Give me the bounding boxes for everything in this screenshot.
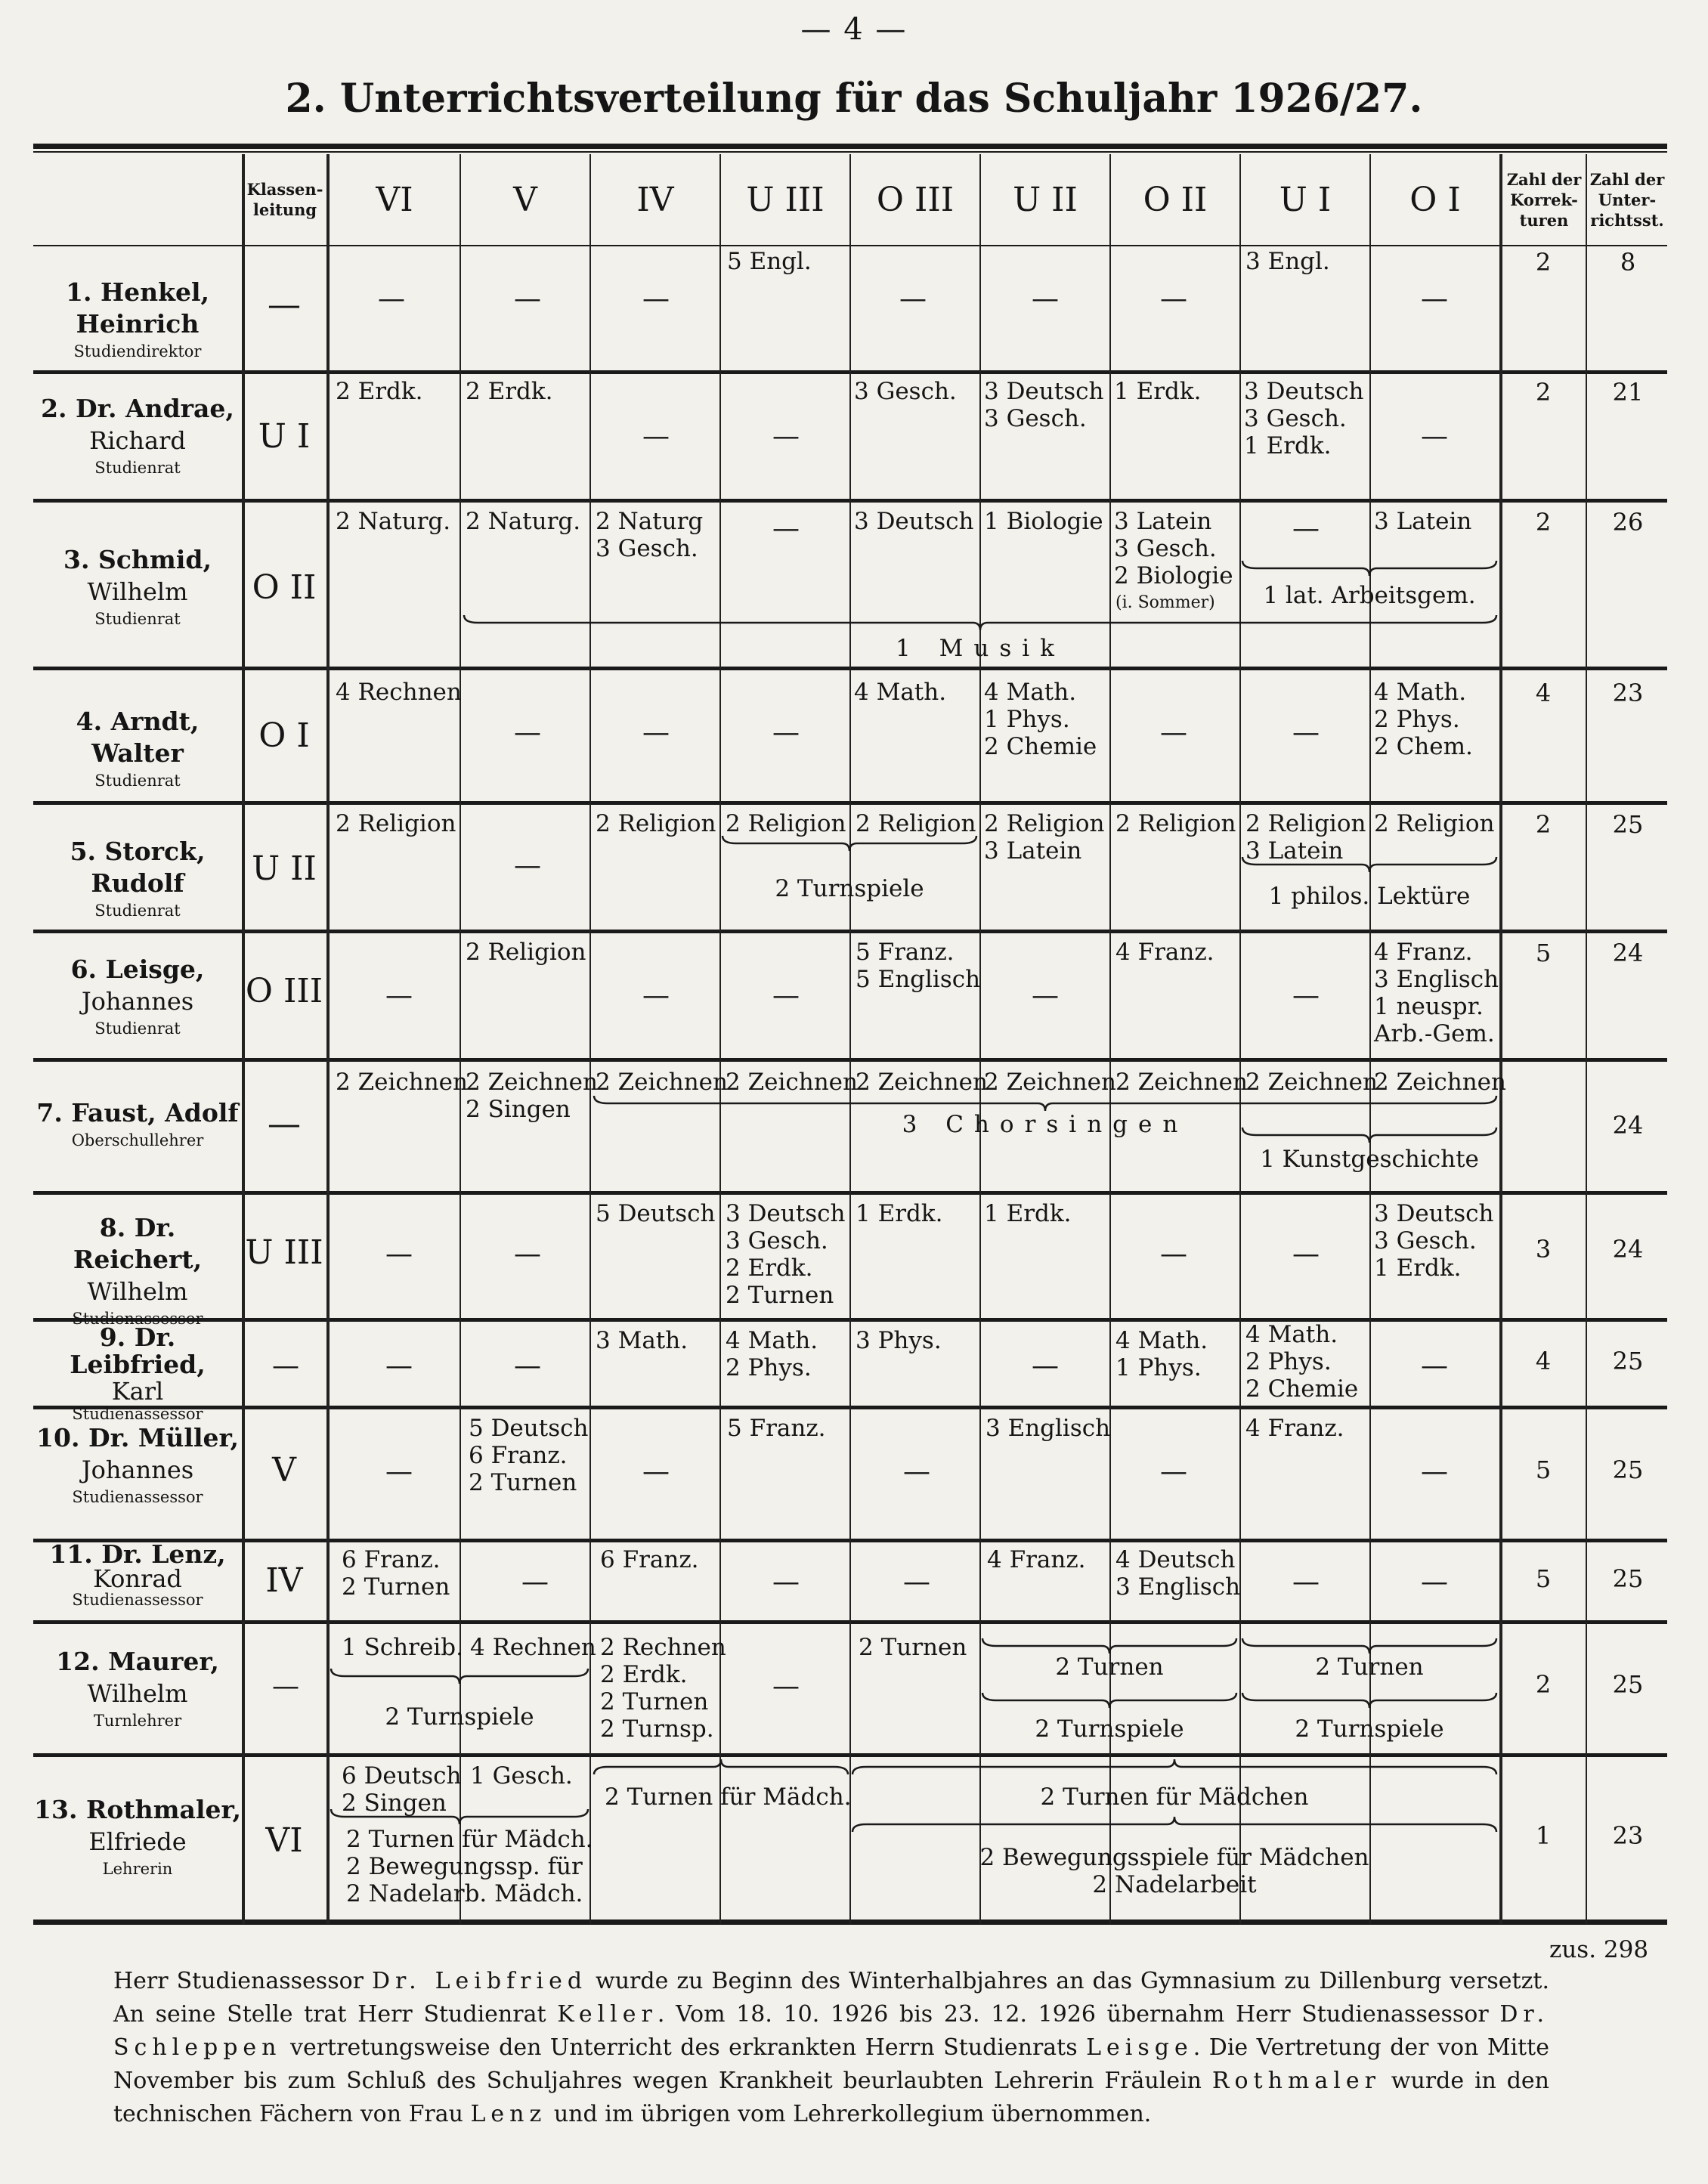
teacher-first-name: Johannes <box>81 1455 194 1484</box>
corrections-count: 2 <box>1535 810 1552 839</box>
teacher-title: Studienrat <box>94 610 181 628</box>
footnote-text: . Vom 18. 10. 1926 bis 23. 12. 1926 übernahm Herr Studienassessor <box>657 2001 1500 2028</box>
teacher-info <box>33 836 242 922</box>
header-class-vi: VI <box>376 180 413 219</box>
cell-oi: 4 Franz. 3 Englisch 1 neuspr. Arb.-Gem. <box>1374 939 1499 1047</box>
teacher-number: 4. <box>76 707 103 736</box>
cell-uiii: 5 Engl. <box>727 248 812 275</box>
corrections-count: 5 <box>1535 1455 1552 1484</box>
hours-count: 23 <box>1612 1821 1644 1850</box>
hours-count: 23 <box>1612 679 1644 707</box>
span-label: 1 Kunstgeschichte <box>1260 1146 1479 1173</box>
cell-uiii: — <box>772 1567 800 1598</box>
cell-ui: 2 Religion 3 Latein <box>1245 810 1366 865</box>
corrections-count: 2 <box>1535 508 1552 537</box>
footnote-name: Dr. Schleppen <box>113 2001 1549 2061</box>
cell-vi: 2 Zeichnen <box>336 1069 468 1096</box>
cell-ui: — <box>1292 513 1320 544</box>
teacher-name: Arndt, Walter <box>91 707 200 768</box>
teacher-info <box>33 1212 242 1330</box>
cell-v: — <box>514 1350 541 1381</box>
cell-oi: — <box>1421 1350 1448 1381</box>
table-top-rule <box>33 144 1667 149</box>
teacher-number: 3. <box>63 545 90 574</box>
cell-v: — <box>514 1239 541 1270</box>
teacher-number: 8. <box>99 1213 126 1242</box>
header-class-v: V <box>513 180 537 219</box>
brace <box>1241 559 1498 577</box>
cell-uiii: 3 Deutsch 3 Gesch. 2 Erdk. 2 Turnen <box>726 1200 846 1309</box>
hours-count: 24 <box>1612 939 1644 967</box>
footnote-name: Dr. Leibfried <box>371 1968 588 1994</box>
class-lead: U I <box>258 417 311 456</box>
cell-uii: 2 Zeichnen <box>984 1069 1116 1096</box>
cell-v: 2 Erdk. <box>466 378 553 405</box>
teacher-number: 2. <box>41 394 67 423</box>
teacher-first-name: Johannes <box>81 987 194 1016</box>
cell-oiii: 2 Zeichnen <box>856 1069 988 1096</box>
cell-oii: 4 Franz. <box>1115 939 1214 966</box>
class-lead: — <box>272 1671 299 1702</box>
teacher-first-name: Wilhelm <box>87 1679 188 1708</box>
teacher-number: 10. <box>36 1423 80 1452</box>
cell-oi: — <box>1421 421 1448 452</box>
cell-oii: — <box>1160 283 1187 314</box>
teacher-info <box>33 277 242 363</box>
hours-count: 24 <box>1612 1235 1644 1264</box>
cell-oi: 4 Math. 2 Phys. 2 Chem. <box>1374 679 1473 760</box>
cell-oii-note: (i. Sommer) <box>1115 593 1215 612</box>
teacher-number: 12. <box>56 1647 100 1676</box>
corrections-count: 2 <box>1535 248 1552 277</box>
teacher-title: Studienassessor <box>72 1591 203 1609</box>
teacher-first-name: Elfriede <box>88 1827 187 1856</box>
corrections-count: 2 <box>1535 1670 1552 1699</box>
span-label: 3 Chorsingen <box>902 1111 1189 1138</box>
cell-uiii: — <box>772 717 800 748</box>
header-class-uiii: U III <box>746 180 825 219</box>
cell-uii: 2 Religion 3 Latein <box>984 810 1105 865</box>
brace <box>851 1758 1498 1776</box>
cell-oi: 3 Latein <box>1374 508 1472 535</box>
header-class-oi: O I <box>1409 180 1461 219</box>
teacher-title: Studiendirektor <box>73 342 202 360</box>
brace <box>981 1691 1238 1709</box>
cell-oi: 3 Deutsch 3 Gesch. 1 Erdk. <box>1374 1200 1494 1282</box>
span-label: 2 Turnspiele <box>1295 1715 1444 1743</box>
cell-uii: 1 Erdk. <box>984 1200 1072 1227</box>
page-number: — 4 — <box>800 12 908 47</box>
cell-oi: — <box>1421 1456 1448 1487</box>
class-lead: VI <box>265 1821 303 1860</box>
column-divider <box>1586 154 1587 1924</box>
hours-count: 21 <box>1612 378 1644 407</box>
teacher-name: Maurer, <box>108 1647 219 1676</box>
cell-iv: — <box>642 717 670 748</box>
cell-uii: 4 Franz. <box>987 1546 1086 1573</box>
cell-uiii: 5 Franz. <box>727 1415 826 1442</box>
footnote-text: wurde zu Beginn des Winterhalbjahres an das Gymnasium zu Dillenburg versetzt. An seine Stelle trat Herr Studienrat <box>113 1968 1549 2028</box>
class-lead: V <box>272 1451 296 1490</box>
cell-oi: 2 Religion <box>1374 810 1495 837</box>
brace <box>463 614 1498 632</box>
cell-iv: 5 Deutsch <box>596 1200 716 1227</box>
cell-oi: — <box>1421 1567 1448 1598</box>
cell-iv: 2 Zeichnen <box>596 1069 728 1096</box>
class-lead: U II <box>252 849 317 888</box>
cell-iv: 2 Naturg 3 Gesch. <box>596 508 704 562</box>
footnote-name: Lenz <box>470 2101 547 2127</box>
cell-oiii: 5 Franz. 5 Englisch <box>856 939 981 993</box>
class-lead: O II <box>252 568 317 607</box>
hours-count: 25 <box>1612 1455 1644 1484</box>
teacher-first-name: Karl <box>111 1377 164 1406</box>
cell-vi: 4 Rechnen <box>336 679 462 706</box>
teacher-title: Studienrat <box>94 1019 181 1038</box>
footnote-text: . Die Vertretung der von Mitte November bis zum Schluß des Schuljahres wegen Krankheit beurlaubten Lehrerin Fräulein <box>113 2034 1549 2094</box>
cell-vi: 6 Deutsch 2 Singen <box>342 1762 462 1817</box>
corrections-count: 1 <box>1535 1821 1552 1850</box>
span-label: 2 Turnen für Mädchen <box>1040 1783 1309 1811</box>
hours-count: 8 <box>1620 248 1636 277</box>
cell-iv: — <box>642 980 670 1011</box>
teacher-title: Studienassessor <box>72 1310 203 1328</box>
header-corrections: Zahl der Korrek- turen <box>1506 169 1582 230</box>
cell-oii: 4 Math. 1 Phys. <box>1115 1327 1208 1381</box>
cell-ui: 3 Deutsch 3 Gesch. 1 Erdk. <box>1244 378 1364 459</box>
footnote-text: Herr Studienassessor <box>113 1968 372 1994</box>
cell-oiii: 3 Deutsch <box>854 508 974 535</box>
teacher-info <box>33 544 242 630</box>
teacher-name: Faust, Adolf <box>71 1098 239 1128</box>
teacher-number: 9. <box>99 1322 126 1352</box>
cell-iv: 2 Rechnen 2 Erdk. 2 Turnen 2 Turnsp. <box>600 1634 726 1743</box>
footnote-name: Rothmaler <box>1211 2068 1381 2094</box>
cell-oiii: — <box>903 1567 930 1598</box>
cell-iv: 6 Franz. <box>600 1546 699 1573</box>
corrections-count: 5 <box>1535 1564 1552 1593</box>
teacher-name: Storck, Rudolf <box>91 837 206 898</box>
teacher-name: Dr. Müller, <box>88 1423 239 1452</box>
cell-vi: — <box>385 980 413 1011</box>
cell-ui: 3 Engl. <box>1245 248 1330 275</box>
teacher-title: Studienrat <box>94 902 181 920</box>
teacher-first-name: Wilhelm <box>87 577 188 606</box>
teacher-first-name: Konrad <box>93 1564 182 1593</box>
cell-vi: 2 Religion <box>336 810 456 837</box>
teacher-name: Schmid, <box>98 545 212 574</box>
cell-oiii: 3 Phys. <box>856 1327 942 1354</box>
teacher-info <box>33 1794 242 1880</box>
span-label: 2 Turnspiele <box>775 875 924 902</box>
teacher-number: 6. <box>70 954 97 984</box>
cell-oiii: 1 Erdk. <box>856 1200 943 1227</box>
cell-iv: — <box>642 1456 670 1487</box>
corrections-count: 4 <box>1535 1347 1552 1375</box>
span-label: 2 Turnspiele <box>385 1703 534 1731</box>
cell-uii: — <box>1032 283 1059 314</box>
cell-uiii: — <box>772 980 800 1011</box>
cell-vi: 1 Schreib. <box>342 1634 463 1661</box>
cell-ui: 4 Franz. <box>1245 1415 1344 1442</box>
teacher-title: Studienassessor <box>72 1488 203 1506</box>
cell-uiii: — <box>772 513 800 544</box>
cell-oi: 2 Zeichnen <box>1374 1069 1506 1096</box>
cell-v: — <box>514 717 541 748</box>
teacher-number: 1. <box>65 277 92 307</box>
header-lead: Klassen- leitung <box>246 180 323 219</box>
teacher-info <box>33 1539 242 1610</box>
teacher-name: Henkel, Heinrich <box>76 277 209 339</box>
cell-ui: — <box>1292 1567 1320 1598</box>
cell-oiii: 2 Religion <box>856 810 976 837</box>
brace <box>851 1815 1498 1833</box>
brace <box>593 1094 1498 1112</box>
span-label-text: 2 Bewegungsspiele für Mädchen 2 Nadelarbeit <box>979 1844 1369 1898</box>
teacher-first-name: Wilhelm <box>87 1277 188 1306</box>
span-label <box>851 1844 1607 1898</box>
teacher-name: Leisge, <box>105 954 205 984</box>
teacher-name: Dr. Lenz, <box>101 1539 226 1569</box>
teacher-number: 5. <box>70 837 97 866</box>
hours-count: 25 <box>1612 810 1644 839</box>
cell-iv: — <box>642 421 670 452</box>
brace <box>981 1637 1238 1655</box>
footnote <box>113 1965 1549 2131</box>
teacher-title: Studienrat <box>94 459 181 477</box>
teacher-number: 13. <box>34 1795 78 1824</box>
table-top-rule-thin <box>33 151 1667 153</box>
hours-count: 25 <box>1612 1564 1644 1593</box>
cell-v: — <box>514 283 541 314</box>
cell-uii: 1 Biologie <box>984 508 1103 535</box>
footnote-text: und im übrigen vom Lehrerkollegium übernommen. <box>546 2101 1152 2127</box>
header-class-oiii: O III <box>876 180 955 219</box>
hours-count: 24 <box>1612 1111 1644 1140</box>
cell-oii: — <box>1160 717 1187 748</box>
cell-ui: 2 Zeichnen <box>1245 1069 1378 1096</box>
cell-oiii: — <box>903 1456 930 1487</box>
footnote-text: wurde in den technischen Fächern von Frau <box>113 2068 1549 2127</box>
cell-iv: 3 Math. <box>596 1327 688 1354</box>
class-lead: IV <box>265 1561 303 1600</box>
corrections-count: 4 <box>1535 679 1552 707</box>
class-lead: — <box>268 1105 301 1143</box>
corrections-count: 3 <box>1535 1235 1552 1264</box>
cell-v: 2 Zeichnen 2 Singen <box>466 1069 598 1123</box>
cell-oii: 1 Erdk. <box>1114 378 1202 405</box>
column-divider <box>1499 154 1502 1924</box>
cell-v: 2 Naturg. <box>466 508 581 535</box>
cell-uii: — <box>1032 980 1059 1011</box>
span-label: 2 Turnen <box>1055 1653 1164 1681</box>
cell-uiii: — <box>772 421 800 452</box>
cell-uiii: — <box>772 1671 800 1702</box>
span-label: 1 lat. Arbeitsgem. <box>1263 582 1476 609</box>
cell-iv: — <box>642 283 670 314</box>
column-divider <box>326 154 330 1924</box>
teacher-info <box>33 954 242 1040</box>
header-hours: Zahl der Unter- richtsst. <box>1589 169 1665 230</box>
teacher-title: Turnlehrer <box>93 1712 182 1730</box>
corrections-count: 5 <box>1535 939 1552 967</box>
footnote-name: Leisge <box>1086 2034 1193 2061</box>
teacher-name: Dr. Leibfried, <box>70 1322 206 1379</box>
cell-v: — <box>514 850 541 881</box>
footnote-name: Keller <box>557 2001 658 2028</box>
span-label: 2 Turnspiele <box>1035 1715 1184 1743</box>
brace <box>721 834 978 852</box>
cell-oiii: 2 Turnen <box>859 1634 967 1661</box>
span-label: 2 Turnen für Mädch. 2 Bewegungssp. für 2 Nadelarb. Mädch. <box>346 1826 593 1907</box>
cell-oii: — <box>1160 1239 1187 1270</box>
teacher-number: 11. <box>49 1539 93 1569</box>
cell-uiii: 4 Math. 2 Phys. <box>726 1327 818 1381</box>
cell-iv: 2 Religion <box>596 810 716 837</box>
brace <box>1241 1691 1498 1709</box>
cell-v: 5 Deutsch 6 Franz. 2 Turnen <box>469 1415 589 1496</box>
cell-oii: 3 Latein 3 Gesch. 2 Biologie <box>1114 508 1233 589</box>
cell-ui: — <box>1292 717 1320 748</box>
cell-vi: 2 Naturg. <box>336 508 451 535</box>
cell-oiii: 4 Math. <box>854 679 947 706</box>
cell-oi: — <box>1421 283 1448 314</box>
cell-vi: — <box>385 1239 413 1270</box>
header-class-uii: U II <box>1013 180 1078 219</box>
header-class-iv: IV <box>636 180 674 219</box>
header-class-ui: U I <box>1279 180 1332 219</box>
class-lead: O III <box>245 972 323 1010</box>
teacher-info <box>33 1097 242 1152</box>
teacher-name: Dr. Andrae, <box>76 394 234 423</box>
cell-vi: 2 Erdk. <box>336 378 423 405</box>
hours-count: 25 <box>1612 1347 1644 1375</box>
teacher-info <box>33 393 242 479</box>
teacher-name: Rothmaler, <box>85 1795 241 1824</box>
brace <box>330 1667 589 1685</box>
cell-oiii: 3 Gesch. <box>854 378 957 405</box>
header-class-oii: O II <box>1143 180 1208 219</box>
teacher-info <box>33 706 242 792</box>
hours-count: 25 <box>1612 1670 1644 1699</box>
teacher-title: Studienassessor <box>72 1405 203 1423</box>
cell-oiii: — <box>899 283 927 314</box>
brace <box>1241 855 1498 874</box>
teacher-info <box>33 1422 242 1508</box>
brace <box>593 1758 849 1776</box>
column-divider <box>849 154 851 1924</box>
cell-vi: — <box>378 283 405 314</box>
cell-oii: 2 Zeichnen <box>1115 1069 1248 1096</box>
class-lead: U III <box>245 1233 323 1272</box>
cell-vi: 6 Franz. 2 Turnen <box>342 1546 450 1601</box>
cell-uii: 4 Math. 1 Phys. 2 Chemie <box>984 679 1097 760</box>
cell-v: — <box>521 1567 549 1598</box>
brace <box>1241 1637 1498 1655</box>
class-lead: — <box>268 286 301 324</box>
teacher-title: Lehrerin <box>102 1860 173 1878</box>
cell-uii: — <box>1032 1350 1059 1381</box>
class-lead: — <box>272 1350 299 1381</box>
teacher-info <box>33 1324 242 1424</box>
cell-oii: 2 Religion <box>1115 810 1236 837</box>
cell-oii: 4 Deutsch 3 Englisch <box>1115 1546 1241 1601</box>
teacher-info <box>33 1646 242 1732</box>
teacher-title: Studienrat <box>94 772 181 790</box>
class-lead: O I <box>258 716 310 755</box>
cell-oii: — <box>1160 1456 1187 1487</box>
cell-uii: 3 Englisch <box>986 1415 1111 1442</box>
hours-count: 26 <box>1612 508 1644 537</box>
total-hours: zus. 298 <box>1549 1936 1649 1963</box>
span-label: 1 philos. Lektüre <box>1268 883 1471 910</box>
span-label: 1 Musik <box>896 635 1065 662</box>
teacher-number: 7. <box>36 1098 63 1128</box>
cell-ui: 4 Math. 2 Phys. 2 Chemie <box>1245 1321 1359 1403</box>
cell-vi: — <box>385 1456 413 1487</box>
brace <box>1241 1126 1498 1144</box>
brace <box>330 1808 589 1826</box>
cell-v: 4 Rechnen <box>470 1634 596 1661</box>
cell-uii: 3 Deutsch 3 Gesch. <box>984 378 1104 432</box>
cell-uiii: 2 Religion <box>726 810 846 837</box>
span-label: 2 Turnen <box>1315 1653 1424 1681</box>
footnote-text: vertretungsweise den Unterricht des erkrankten Herrn Studienrats <box>281 2034 1087 2061</box>
cell-ui: — <box>1292 1239 1320 1270</box>
cell-uiii: 2 Zeichnen <box>726 1069 858 1096</box>
corrections-count: 2 <box>1535 378 1552 407</box>
cell-v: 1 Gesch. <box>470 1762 573 1790</box>
page-title: 2. Unterrichtsverteilung für das Schuljahr 1926/27. <box>285 76 1423 122</box>
cell-vi: — <box>385 1350 413 1381</box>
cell-ui: — <box>1292 980 1320 1011</box>
teacher-title: Oberschullehrer <box>71 1131 204 1149</box>
teacher-first-name: Richard <box>89 426 186 455</box>
cell-iv: 2 Turnen für Mädch. <box>605 1783 852 1811</box>
teacher-name: Dr. Reichert, <box>73 1213 203 1274</box>
cell-v: 2 Religion <box>466 939 586 966</box>
